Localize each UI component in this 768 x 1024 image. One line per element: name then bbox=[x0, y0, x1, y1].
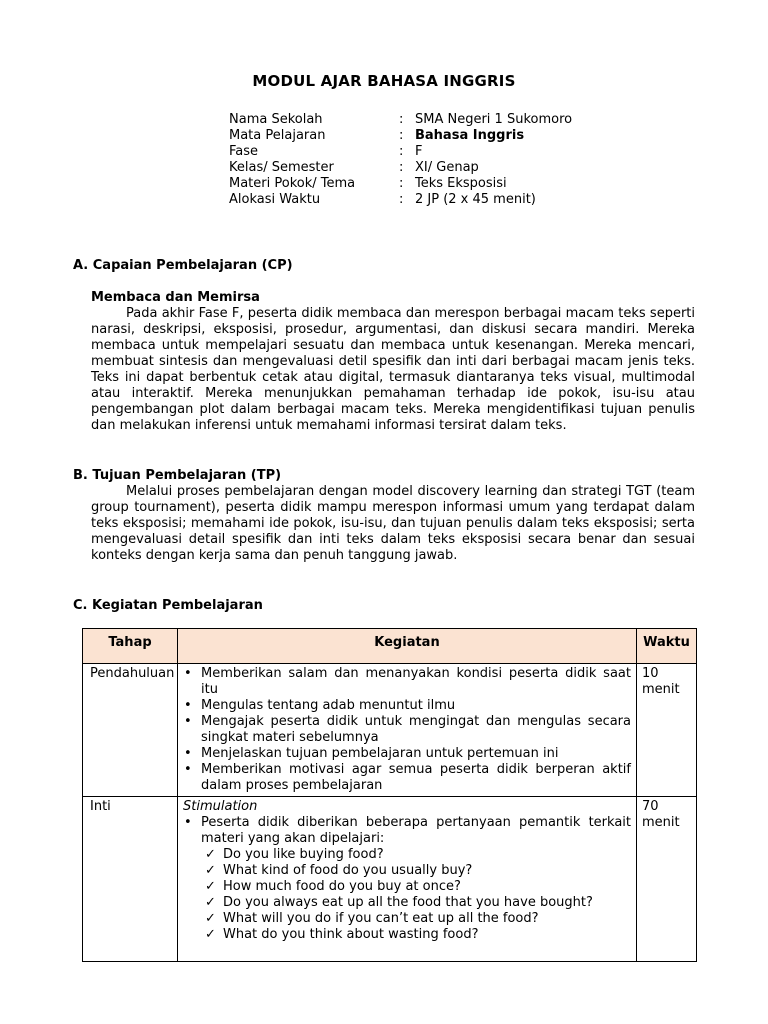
info-colon: : bbox=[399, 160, 404, 175]
info-colon: : bbox=[399, 128, 404, 143]
info-label: Kelas/ Semester bbox=[229, 160, 334, 175]
info-colon: : bbox=[399, 112, 404, 127]
section-b-heading: B. Tujuan Pembelajaran (TP) bbox=[73, 468, 282, 483]
table-row bbox=[83, 797, 697, 962]
info-colon: : bbox=[399, 176, 404, 191]
list-item: • Menjelaskan tujuan pembelajaran untuk pertemuan ini bbox=[183, 746, 631, 762]
column-header-kegiatan: Kegiatan bbox=[178, 629, 637, 664]
section-a-heading: A. Capaian Pembelajaran (CP) bbox=[73, 258, 293, 273]
question-item: ✓ Do you always eat up all the food that you have bought? bbox=[183, 895, 631, 911]
waktu-cell: 10 menit bbox=[637, 664, 697, 797]
info-label: Fase bbox=[229, 144, 259, 159]
info-value: SMA Negeri 1 Sukomoro bbox=[415, 112, 573, 127]
question-item: ✓ What kind of food do you usually buy? bbox=[183, 863, 631, 879]
info-label: Mata Pelajaran bbox=[229, 128, 326, 143]
info-value: 2 JP (2 x 45 menit) bbox=[415, 192, 536, 207]
table-header-row bbox=[83, 629, 697, 664]
info-row bbox=[229, 144, 572, 160]
info-row bbox=[229, 192, 572, 208]
info-row bbox=[229, 128, 572, 144]
waktu-cell: 70 menit bbox=[637, 797, 697, 962]
kegiatan-cell bbox=[178, 664, 637, 797]
question-item: ✓ Do you like buying food? bbox=[183, 847, 631, 863]
list-item: • Memberikan motivasi agar semua peserta didik berperan aktif dalam proses pembelajaran bbox=[183, 762, 631, 794]
question-item: ✓ How much food do you buy at once? bbox=[183, 879, 631, 895]
activity-list bbox=[183, 666, 631, 794]
section-c-heading: C. Kegiatan Pembelajaran bbox=[73, 598, 263, 613]
info-colon: : bbox=[399, 192, 404, 207]
section-a-subheading: Membaca dan Memirsa bbox=[91, 290, 260, 305]
info-label: Alokasi Waktu bbox=[229, 192, 321, 207]
column-header-waktu: Waktu bbox=[637, 629, 697, 664]
info-value: XI/ Genap bbox=[415, 160, 479, 175]
question-item: ✓ What will you do if you can’t eat up all the food? bbox=[183, 911, 631, 927]
activities-table bbox=[82, 628, 697, 962]
phase-label: Stimulation bbox=[183, 799, 258, 814]
info-value: F bbox=[415, 144, 423, 159]
tahap-cell: Pendahuluan bbox=[83, 664, 178, 797]
list-item: • Mengulas tentang adab menuntut ilmu bbox=[183, 698, 631, 714]
activity-list bbox=[183, 815, 631, 847]
question-list bbox=[183, 847, 631, 943]
list-item: • Memberikan salam dan menanyakan kondisi peserta didik saat itu bbox=[183, 666, 631, 698]
page-title: MODUL AJAR BAHASA INGGRIS bbox=[252, 72, 516, 90]
info-value: Bahasa Inggris bbox=[415, 128, 525, 143]
section-a-paragraph: Pada akhir Fase F, peserta didik membaca dan merespon berbagai macam teks seperti narasi, deskripsi, eksposisi, prosedur, argumentasi, dan diskusi secara mandiri. Mereka membaca untuk mempelajari sesuatu dan membaca untuk kesenangan. Mereka mencari, membuat sintesis dan mengevaluasi detil spesifik dan inti dari berbagai macam jenis teks. Teks ini dapat berbentuk cetak atau digital, termasuk diantaranya teks visual, multimodal atau interaktif. Mereka menunjukkan pemahaman terhadap ide pokok, isu-isu atau pengembangan plot dalam berbagai macam teks. Mereka mengidentifikasi tujuan penulis dan melakukan inferensi untuk memahami informasi tersirat dalam teks. bbox=[91, 306, 695, 433]
kegiatan-cell bbox=[178, 797, 637, 962]
column-header-tahap: Tahap bbox=[83, 629, 178, 664]
tahap-cell: Inti bbox=[83, 797, 178, 962]
info-row bbox=[229, 176, 572, 192]
identity-block bbox=[229, 112, 572, 208]
question-item: ✓ What do you think about wasting food? bbox=[183, 927, 631, 943]
info-colon: : bbox=[399, 144, 404, 159]
list-item: • Mengajak peserta didik untuk mengingat dan mengulas secara singkat materi sebelumnya bbox=[183, 714, 631, 746]
info-label: Materi Pokok/ Tema bbox=[229, 176, 356, 191]
info-label: Nama Sekolah bbox=[229, 112, 323, 127]
list-item: • Peserta didik diberikan beberapa pertanyaan pemantik terkait materi yang akan dipelajari: bbox=[183, 815, 631, 847]
section-b-paragraph: Melalui proses pembelajaran dengan model discovery learning dan strategi TGT (team group tournament), peserta didik mampu merespon informasi umum yang terdapat dalam teks eksposisi; memahami ide pokok, isu-isu, dan tujuan penulis dalam teks eksposisi; serta mengevaluasi detail spesifik dan inti teks dalam teks eksposisi secara benar dan sesuai konteks dengan kerja sama dan penuh tanggung jawab. bbox=[91, 484, 695, 563]
info-row bbox=[229, 160, 572, 176]
info-row bbox=[229, 112, 572, 128]
info-value: Teks Eksposisi bbox=[415, 176, 507, 191]
table-row bbox=[83, 664, 697, 797]
